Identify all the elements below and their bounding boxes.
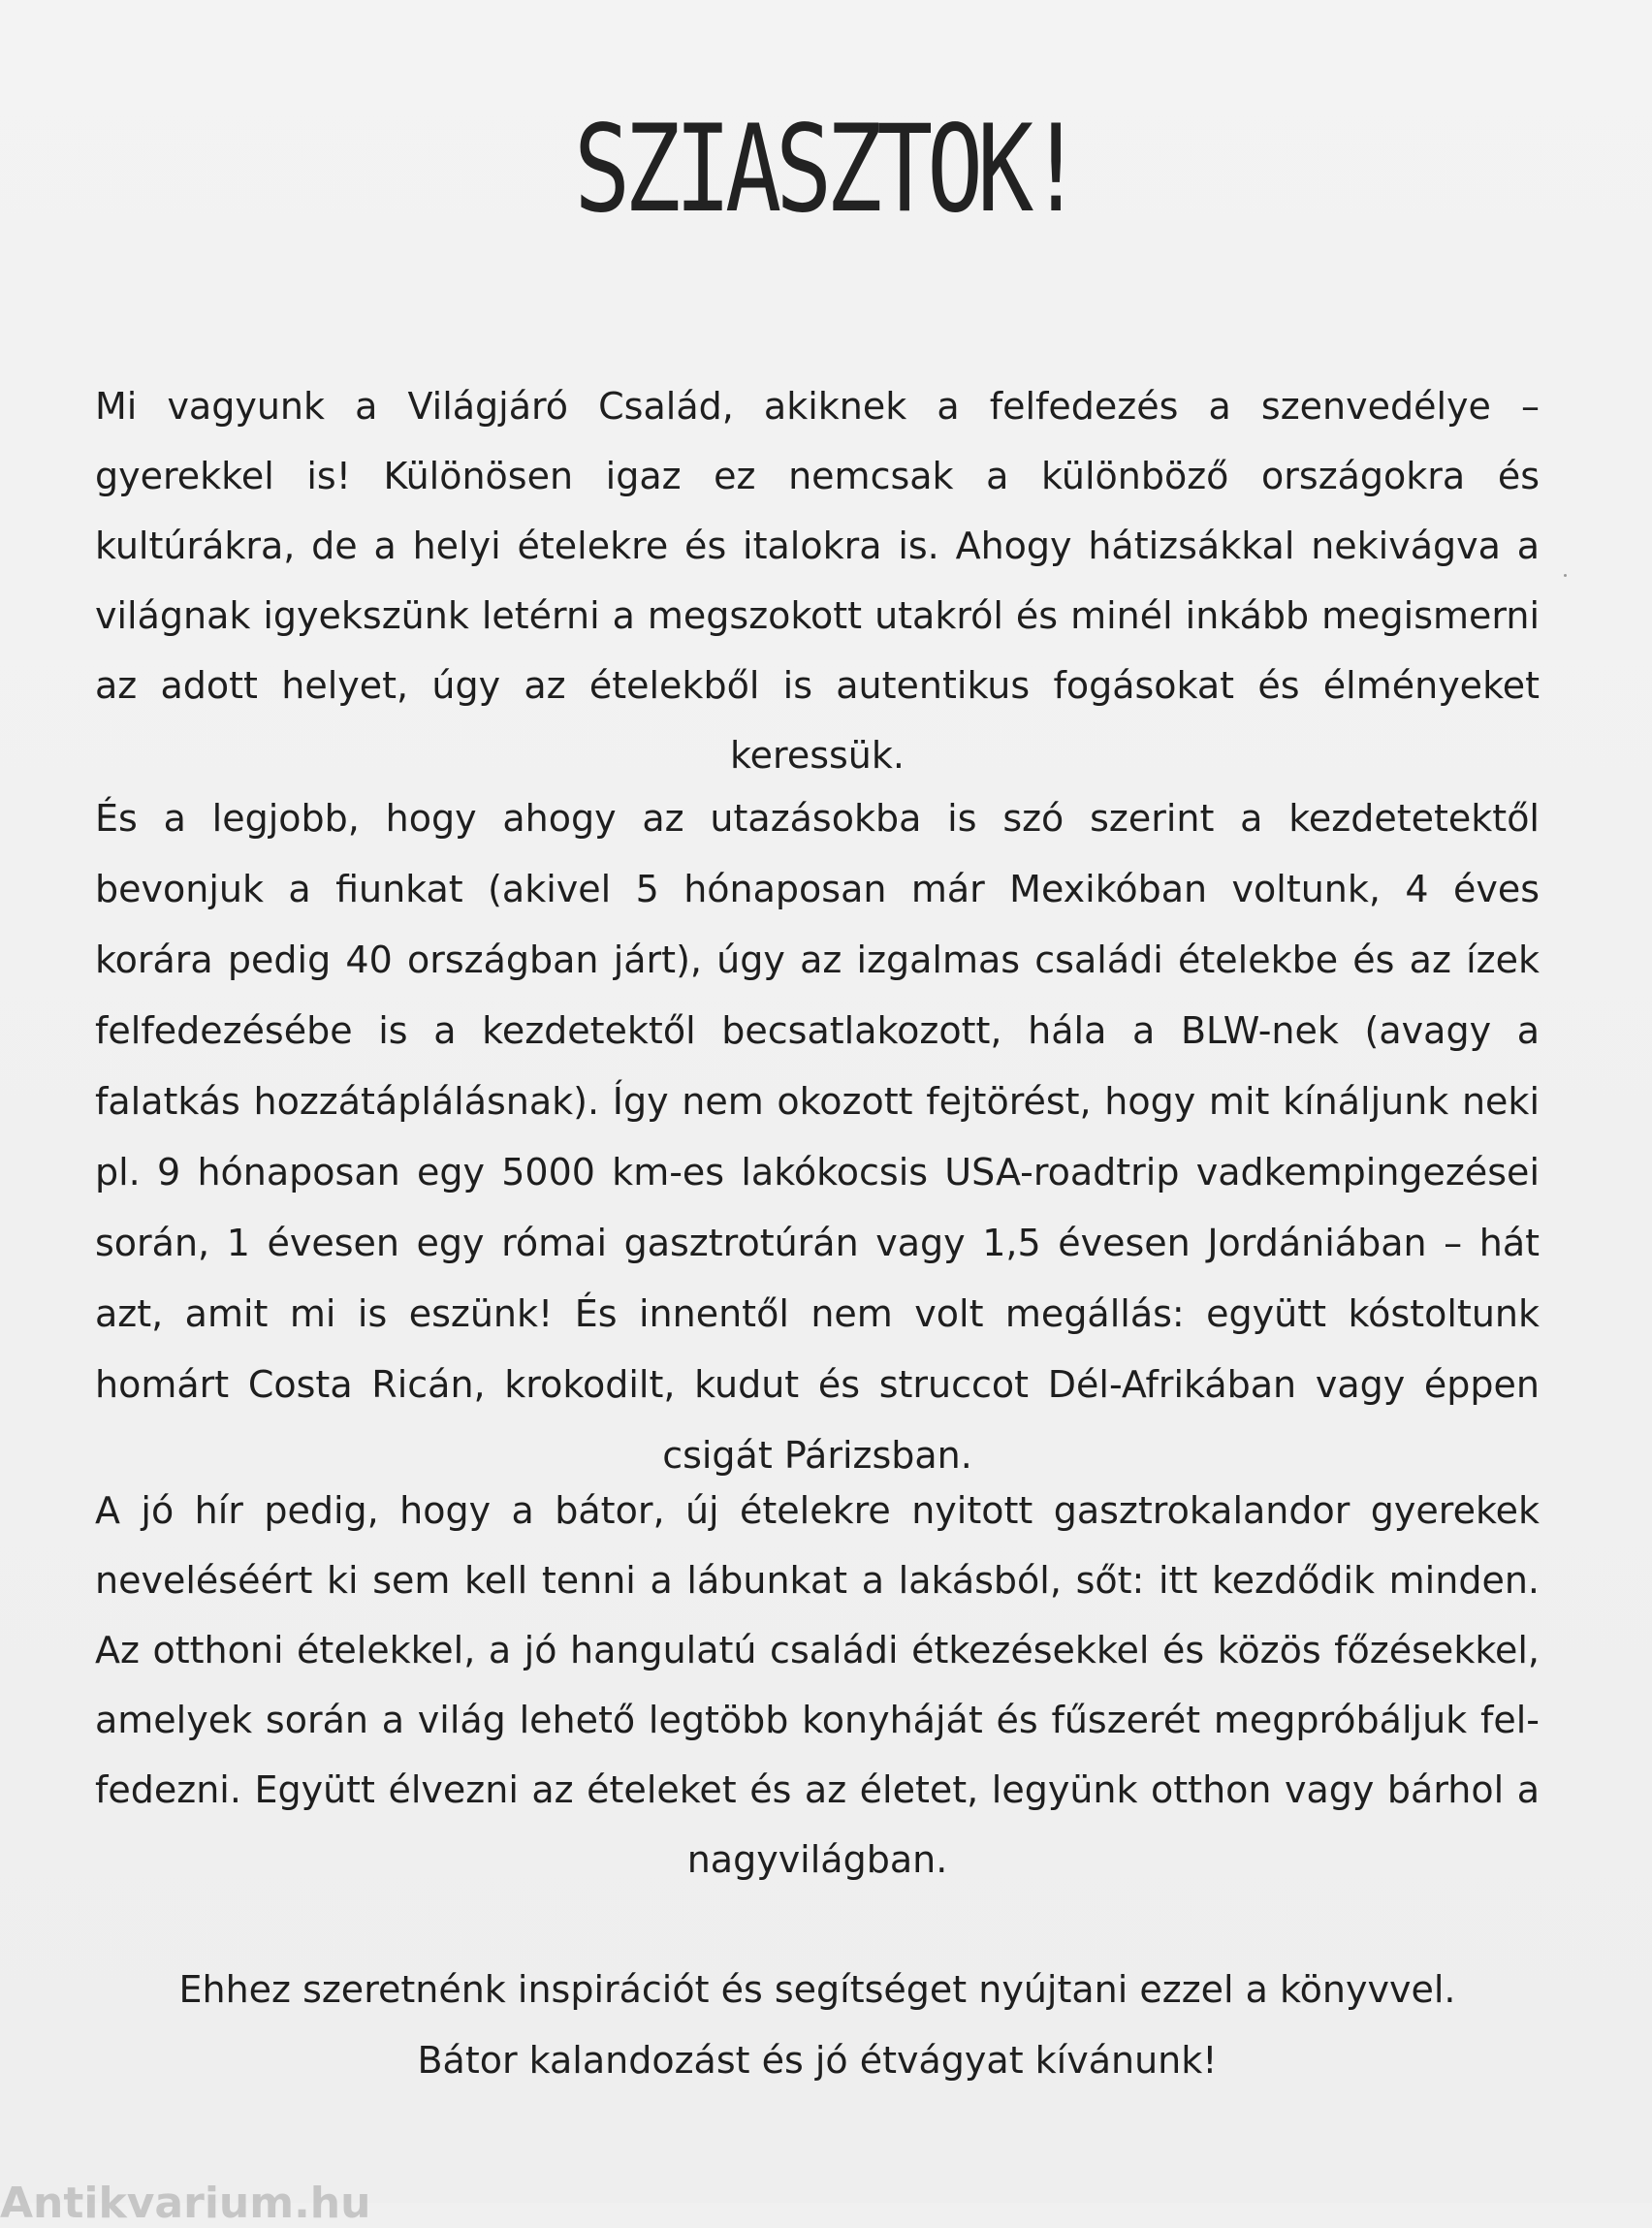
paper-speck [1564,574,1567,577]
intro-paragraph: Mi vagyunk a Világjáró Család, akiknek a felfedezés a szenvedélye – gyerekkel is! Különösen igaz ez nemcsak a különböző országokra és kultúrákra, de a helyi ételekre és italokra is. Ahogy hátizsákkal nekivágva a világnak igyekszünk letérni a megszokott utakról és minél inkább megismerni az adott helyet, úgy az ételekből is autentikus fogásokat és élményeket keressük. [95,385,1540,777]
closing-lines [95,1955,1540,2096]
family-story-paragraph: És a legjobb, hogy ahogy az utazásokba is szó szerint a kezdetetektől bevonjuk a fiunkat (akivel 5 hónaposan már Mexikóban voltunk, 4 éves korára pedig 40 országban járt), úgy az izgalmas családi ételekbe és az ízek felfedezésébe is a kezdetektől becsatlakozott, hála a BLW-nek (avagy a falatkás hozzátáplálásnak). Így nem okozott fejtörést, hogy mit kínáljunk neki pl. 9 hónaposan egy 5000 km-es lakókocsis USA-roadtrip vadkempingezései során, 1 évesen egy római gasztrotúrán vagy 1,5 évesen Jordániában – hát azt, amit mi is eszünk! És innentől nem volt megállás: együtt kóstoltunk homárt Costa Ricán, krokodilt, kudut és struccot Dél-Afrikában vagy éppen csigát Párizsban. [95,797,1540,1477]
home-cooking-paragraph: A jó hír pedig, hogy a bátor, új ételekre nyitott gasztrokalandor gyerekek neveléséért ki sem kell tenni a lábunkat a lakásból, sőt: itt kezdődik minden. Az otthoni ételekkel, a jó hangulatú családi étkezésekkel és közös főzésekkel, amelyek során a világ lehető legtöbb konyháját és fűszerét megpróbáljuk felfedezni. Együtt élvezni az ételeket és az életet, legyünk otthon vagy bárhol a nagyvilágban. [95,1489,1540,1881]
watermark: Antikvarium.hu [0,2179,371,2228]
closing-line-1: Ehhez szeretnénk inspirációt és segítséget nyújtani ezzel a könyvvel. [178,1968,1456,2011]
page-title: SZIASZTOK! [574,100,1078,239]
closing-line-2: Bátor kalandozást és jó étvágyat kívánunk! [417,2039,1218,2082]
